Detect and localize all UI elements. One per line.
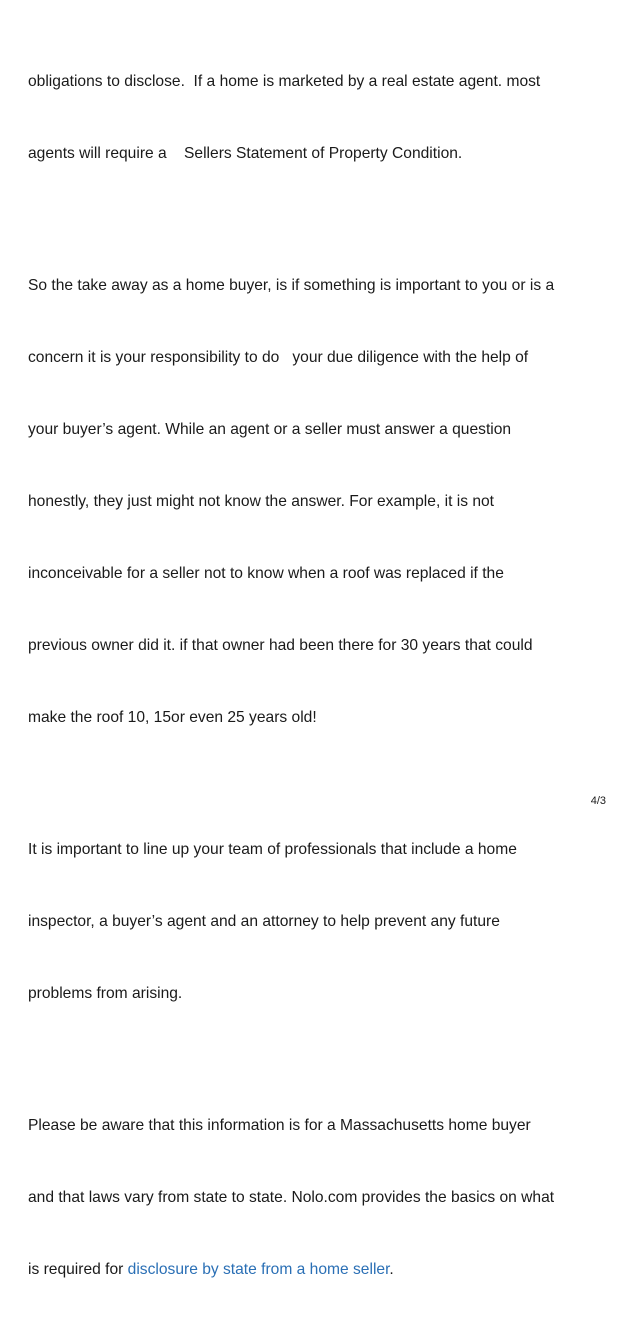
text-line: Please be aware that this information is for a Massachusetts home buyer [28,1117,531,1134]
text-line-with-link [28,1258,608,1282]
text-line: your buyer’s agent. While an agent or a seller must answer a question [28,421,512,438]
text-line: make the roof 10, 15or even 25 years old! [28,709,317,726]
text-line: concern it is your responsibility to do your due diligence with the help of [28,349,529,366]
text-line: problems from arising. [28,985,183,1002]
paragraph-state-laws-notice [28,1066,608,1330]
disclosure-by-state-link[interactable]: disclosure by state from a home seller [127,1261,390,1278]
paragraph-team-of-professionals [28,790,608,1054]
text-line: So the take away as a home buyer, is if something is important to you or is a [28,277,555,294]
text-line: obligations to disclose. If a home is marketed by a real estate agent. most [28,73,541,90]
link-prefix-text: is required for [28,1261,128,1278]
page-number: 4/3 [590,795,606,807]
text-line: and that laws vary from state to state. Nolo.com provides the basics on what [28,1189,555,1206]
paragraph-disclosure-obligations [28,22,608,214]
text-line: honestly, they just might not know the answer. For example, it is not [28,493,495,510]
text-line: agents will require a Sellers Statement of Property Condition. [28,145,463,162]
text-line: previous owner did it. if that owner had been there for 30 years that could [28,637,533,654]
paragraph-buyer-takeaway [28,226,608,778]
text-line: inconceivable for a seller not to know when a roof was replaced if the [28,565,504,582]
link-suffix-text: . [389,1261,394,1278]
text-line: inspector, a buyer’s agent and an attorney to help prevent any future [28,913,500,930]
text-line: It is important to line up your team of professionals that include a home [28,841,517,858]
document-body [28,22,608,1342]
